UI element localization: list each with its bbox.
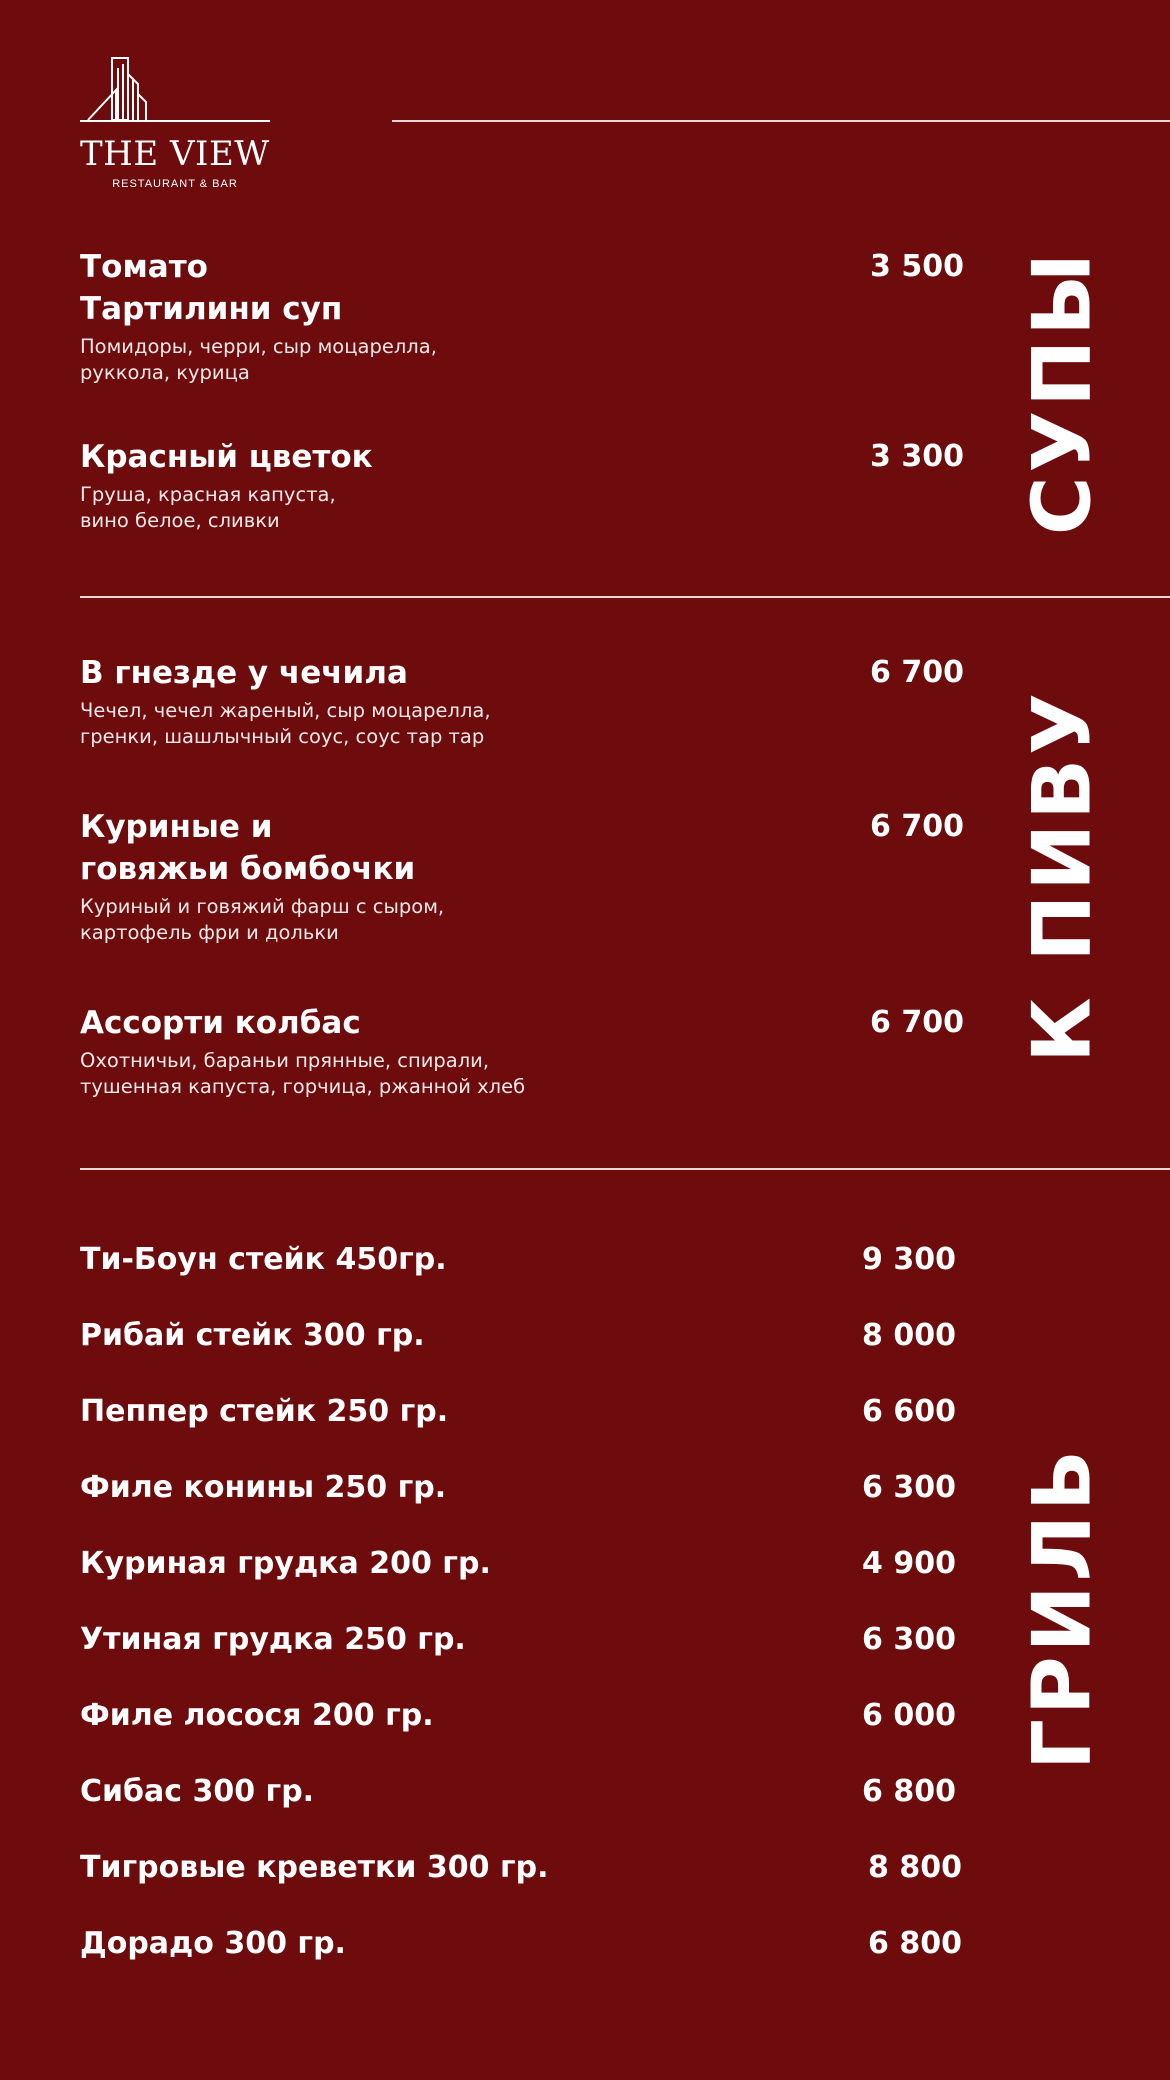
grill-item-name: Куриная грудка 200 гр. xyxy=(80,1546,491,1581)
grill-item-price: 6 600 xyxy=(862,1394,956,1429)
grill-item-price: 6 300 xyxy=(862,1470,956,1505)
menu-item-description: Груша, красная капуста, вино белое, сливки xyxy=(80,483,336,532)
menu-item-name: Красный цветок xyxy=(80,439,373,475)
header-divider xyxy=(392,120,1170,122)
grill-item-price: 6 300 xyxy=(862,1622,956,1657)
grill-item-name: Ти-Боун стейк 450гр. xyxy=(80,1242,447,1277)
grill-item-price: 6 000 xyxy=(862,1698,956,1733)
section-title-grill: ГРИЛЬ xyxy=(1015,1446,1109,1770)
grill-item-name: Сибас 300 гр. xyxy=(80,1774,315,1809)
menu-item-name: В гнезде у чечила xyxy=(80,655,408,691)
grill-item-price: 6 800 xyxy=(862,1774,956,1809)
grill-item-name: Утиная грудка 250 гр. xyxy=(80,1622,466,1657)
brand-tagline: RESTAURANT & BAR xyxy=(112,178,238,190)
menu-item-name: Куриные и говяжьи бомбочки xyxy=(80,809,416,887)
grill-item-name: Рибай стейк 300 гр. xyxy=(80,1318,425,1353)
building-logo-icon xyxy=(80,54,270,124)
section-title-soups: СУПЫ xyxy=(1015,248,1109,536)
grill-item-price: 8 800 xyxy=(868,1850,962,1885)
grill-item-price: 9 300 xyxy=(862,1242,956,1277)
grill-item-price: 8 000 xyxy=(862,1318,956,1353)
menu-item-price: 3 500 xyxy=(870,249,964,284)
menu-item-price: 3 300 xyxy=(870,439,964,474)
section-divider xyxy=(80,1168,1170,1170)
grill-item-price: 6 800 xyxy=(868,1926,962,1961)
grill-item-name: Дорадо 300 гр. xyxy=(80,1926,346,1961)
menu-item-name: Ассорти колбас xyxy=(80,1005,361,1041)
menu-item-description: Помидоры, черри, сыр моцарелла, руккола, курица xyxy=(80,335,437,384)
grill-item-price: 4 900 xyxy=(862,1546,956,1581)
section-divider xyxy=(80,596,1170,598)
grill-item-name: Пеппер стейк 250 гр. xyxy=(80,1394,449,1429)
menu-item-price: 6 700 xyxy=(870,809,964,844)
grill-item-name: Филе лосося 200 гр. xyxy=(80,1698,434,1733)
grill-item-name: Филе конины 250 гр. xyxy=(80,1470,447,1505)
grill-item-name: Тигровые креветки 300 гр. xyxy=(80,1850,549,1885)
menu-item-description: Куриный и говяжий фарш с сыром, картофель фри и дольки xyxy=(80,895,445,944)
section-title-beer: К ПИВУ xyxy=(1015,689,1109,1063)
menu-item-name: Томато Тартилини суп xyxy=(80,249,343,327)
menu-item-price: 6 700 xyxy=(870,655,964,690)
brand-name: THE VIEW xyxy=(80,134,270,174)
menu-item-description: Охотничьи, бараньи прянные, спирали, тушенная капуста, горчица, ржанной хлеб xyxy=(80,1049,526,1098)
menu-item-price: 6 700 xyxy=(870,1005,964,1040)
menu-item-description: Чечел, чечел жареный, сыр моцарелла, гренки, шашлычный соус, соус тар тар xyxy=(80,699,491,748)
